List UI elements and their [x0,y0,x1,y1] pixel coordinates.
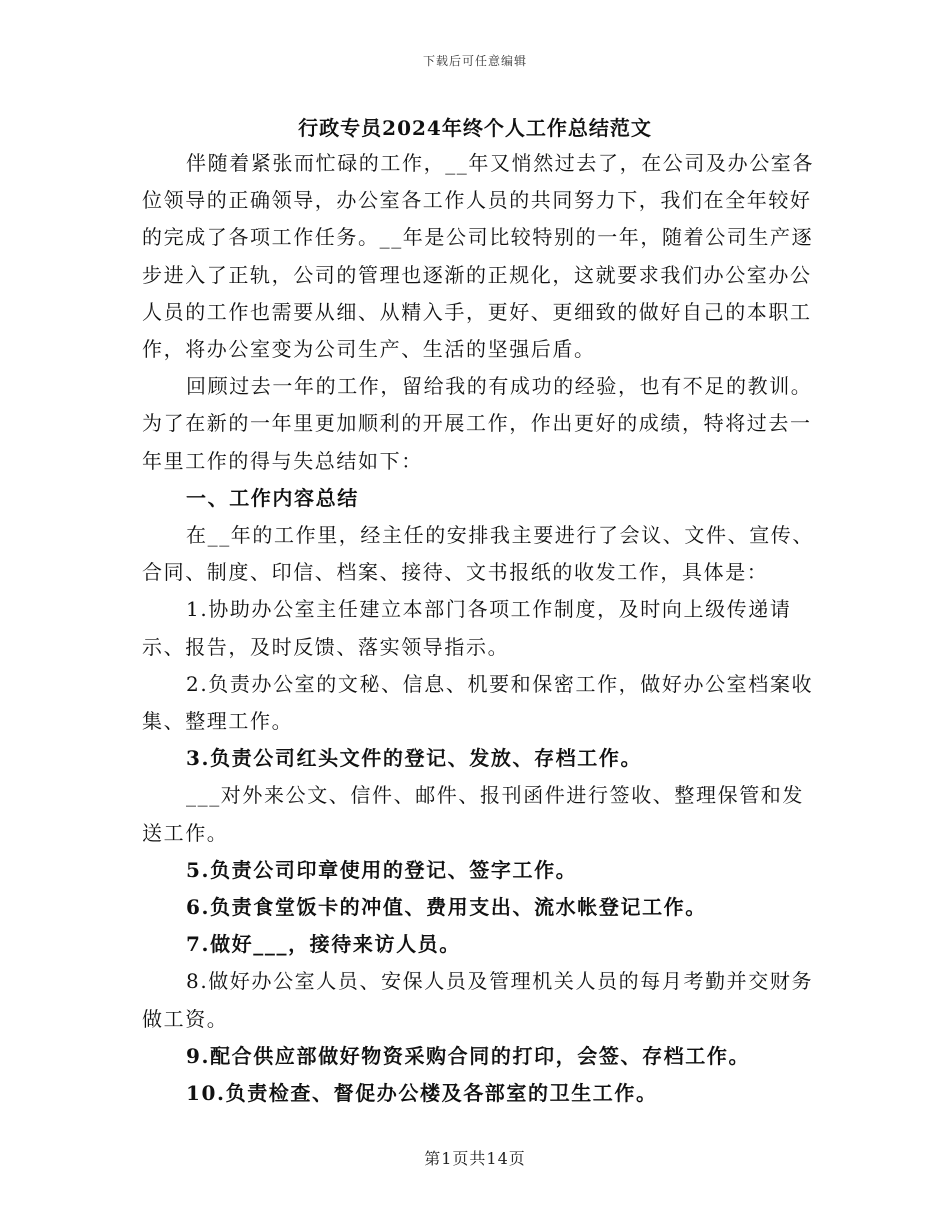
list-item-6: 6.负责食堂饭卡的冲值、费用支出、流水帐登记工作。 [186,895,707,920]
list-item-2: 2.负责办公室的文秘、信息、机要和保密工作，做好办公室档案收集、整理工作。 [142,671,814,734]
list-item-4: ___对外来公文、信件、邮件、报刊函件进行签收、整理保管和发送工作。 [142,783,804,845]
paragraph-review: 回顾过去一年的工作，留给我的有成功的经验，也有不足的教训。为了在新的一年里更加顺利的开展工作，作出更好的成绩，特将过去一年里工作的得与失总结如下： [142,374,813,473]
document-body [142,145,817,1112]
header-note: 下载后可任意编辑 [422,54,527,68]
list-item-10: 10.负责检查、督促办公楼及各部室的卫生工作。 [186,1081,658,1106]
list-item-3: 3.负责公司红头文件的登记、发放、存档工作。 [186,746,643,771]
document-title: 行政专员2024年终个人工作总结范文 [298,116,652,140]
list-item-8: 8.做好办公室人员、安保人员及管理机关人员的每月考勤并交财务做工资。 [142,969,814,1031]
paragraph-intro: 伴随着紧张而忙碌的工作，__年又悄然过去了，在公司及办公室各位领导的正确领导，办公室各工作人员的共同努力下，我们在全年较好的完成了各项工作任务。__年是公司比较特别的一年，随着公司生产逐步进入了正轨，公司的管理也逐渐的正规化，这就要求我们办公室办公人员的工作也需要从细、从精入手，更好、更细致的做好自己的本职工作，将办公室变为公司生产、生活的坚强后盾。 [142,151,814,362]
list-item-7: 7.做好___，接待来访人员。 [186,932,461,957]
list-item-9: 9.配合供应部做好物资采购合同的打印，会签、存档工作。 [186,1043,751,1068]
paragraph-duties-intro: 在__年的工作里，经主任的安排我主要进行了会议、文件、宣传、合同、制度、印信、档案、接待、文书报纸的收发工作，具体是： [142,523,814,585]
list-item-5: 5.负责公司印章使用的登记、签字工作。 [186,857,578,882]
page-number: 第1页共14页 [424,1149,526,1168]
list-item-1: 1.协助办公室主任建立本部门各项工作制度，及时向上级传递请示、报告，及时反馈、落实领导指示。 [142,597,792,659]
section-heading: 一、工作内容总结 [186,485,359,510]
